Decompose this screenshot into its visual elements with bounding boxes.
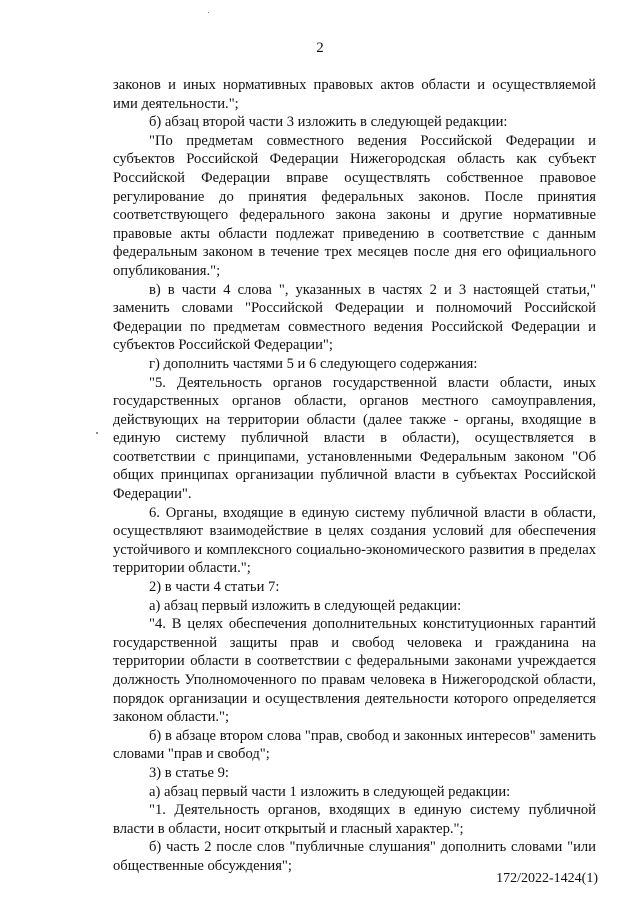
paragraph-quoted-part6: 6. Органы, входящие в единую систему публичной власти в области, осуществляют взаимодействие в целях создания условий для обеспечения устойчивого и комплексного социально-экономического развития в пределах территории области."; [113, 504, 596, 577]
scan-margin-mark [96, 432, 98, 434]
paragraph-item3-article9: 3) в статье 9: [149, 764, 229, 781]
paragraph-item3b: б) часть 2 после слов "публичные слушания" дополнить словами "или общественные обсуждения"; [113, 839, 596, 874]
paragraph-amendment-b-part3: б) абзац второй части 3 изложить в следующей редакции: [149, 114, 508, 131]
paragraph-amendment-v-part4: в) в части 4 слова ", указанных в частях 2 и 3 настоящей статьи," заменить словами "Российской Федерации и полномочий Российской Федерации по предметам совместного ведения Российской Федерации и субъектов Российской Федерации"; [113, 281, 596, 354]
paragraph-item2b: б) в абзаце втором слова "прав, свобод и законных интересов" заменить словами "прав и свобод"; [113, 727, 596, 763]
paragraph-amendment-g-parts5-6: г) дополнить частями 5 и 6 следующего содержания: [149, 355, 478, 372]
paragraph-quoted-openness: "1. Деятельность органов, входящих в единую систему публичной власти в области, носит открытый и гласный характер."; [113, 802, 596, 837]
document-body [113, 76, 596, 876]
paragraph-quoted-joint-jurisdiction: "По предметам совместного ведения Российской Федерации и субъектов Российской Федерации Нижегородская область как субъект Российской Федерации вправе осуществлять собственное правовое регулирование до принятия федеральных законов. После принятия соответствующего федерального закона законы и другие нормативные правовые акты области подлежат приведению в соответствие с данным федеральным законом в течение трех месяцев после дня его официального опубликования."; [113, 132, 596, 279]
paragraph-continuation: законов и иных нормативных правовых актов области и осуществляемой ими деятельности."; [113, 77, 596, 112]
paragraph-item2a: а) абзац первый изложить в следующей редакции: [149, 597, 462, 614]
scan-speck [208, 12, 209, 13]
paragraph-quoted-part5: "5. Деятельность органов государственной власти области, иных государственных органов области, органов местного самоуправления, действующих на территории области (далее также - органы, входящие в единую систему публичной власти в области), осуществляется в соответствии с принципами, установленными Федеральным законом "Об общих принципах организации публичной власти в субъектах Российской Федерации". [113, 374, 596, 503]
paragraph-item3a: а) абзац первый части 1 изложить в следующей редакции: [149, 783, 511, 800]
paragraph-item2-article7: 2) в части 4 статьи 7: [149, 579, 280, 596]
page-number: 2 [316, 40, 324, 56]
paragraph-quoted-ombudsman: "4. В целях обеспечения дополнительных конституционных гарантий государственной защиты прав и свобод человека и гражданина на территории области в соответствии с федеральными законами учреждается должность Уполномоченного по правам человека в Нижегородской области, порядок организации и осуществления деятельности которого определяется законом области."; [113, 616, 596, 726]
document-code: 172/2022-1424(1) [496, 871, 598, 886]
